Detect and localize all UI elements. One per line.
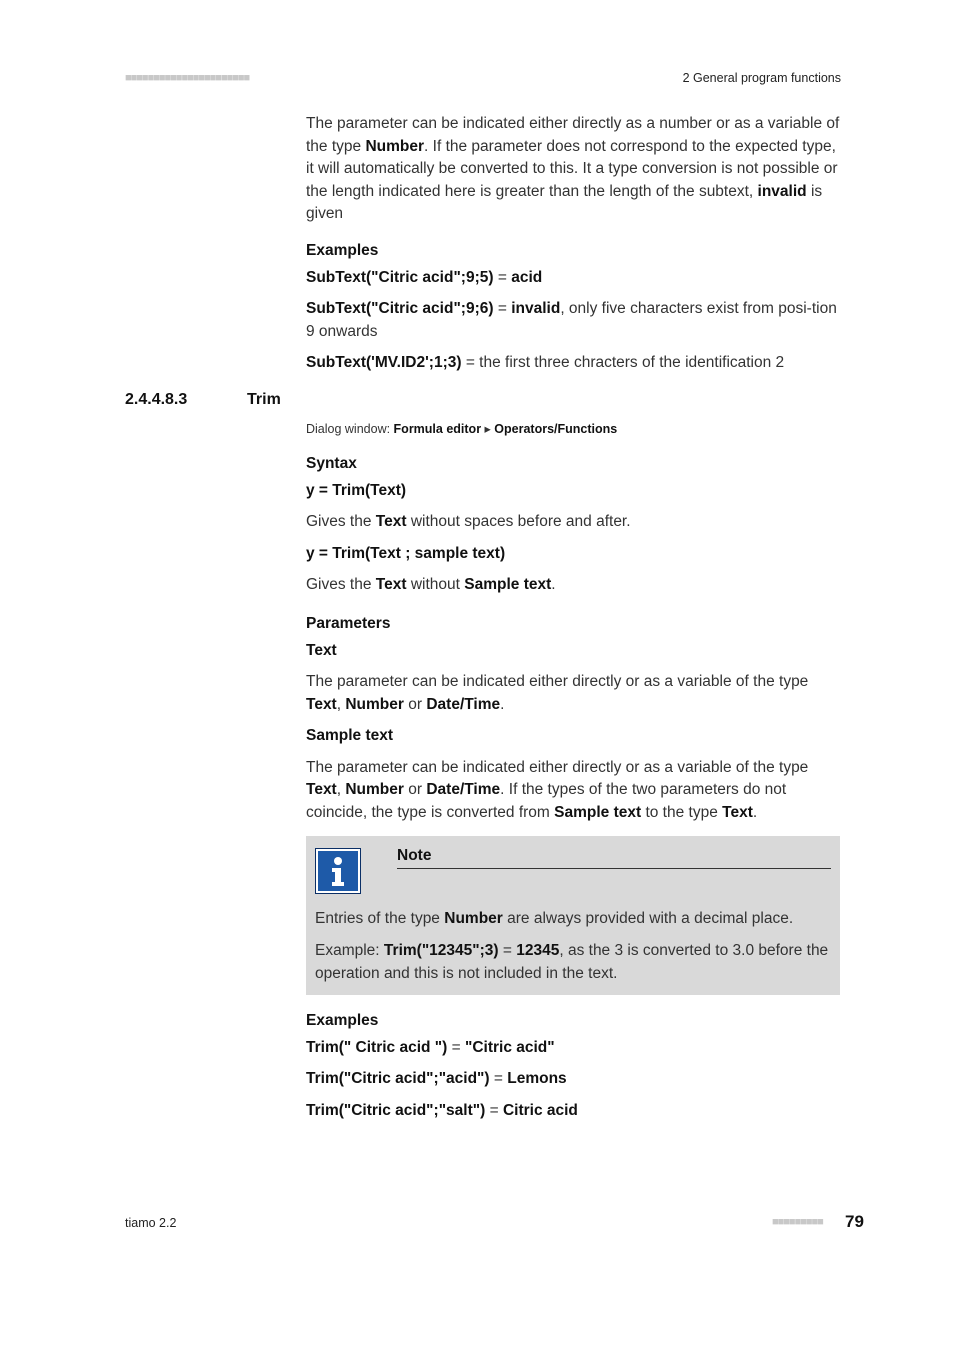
example-line: Trim("Citric acid";"salt") = Citric acid bbox=[306, 1101, 578, 1119]
example-line: SubText('MV.ID2';1;3) = the first three chracters of the identification 2 bbox=[306, 354, 785, 371]
header-squares: ■■■■■■■■■■■■■■■■■■■■■■ bbox=[125, 72, 250, 84]
parameters-block bbox=[306, 613, 840, 824]
info-icon bbox=[315, 848, 361, 894]
examples-heading: Examples bbox=[306, 242, 379, 259]
syntax-form-1: y = Trim(Text) bbox=[306, 481, 407, 499]
syntax-desc-2: Gives the Text without Sample text. bbox=[306, 576, 556, 593]
example-line: Trim("Citric acid";"acid") = Lemons bbox=[306, 1070, 567, 1087]
syntax-desc-1: Gives the Text without spaces before and after. bbox=[306, 513, 631, 530]
param-desc-text: The parameter can be indicated either directly or as a variable of the type Text, Number or Date/Time. bbox=[306, 673, 809, 713]
syntax-block bbox=[306, 453, 840, 597]
header-chapter: 2 General program functions bbox=[682, 71, 841, 85]
page-number: 79 bbox=[845, 1212, 864, 1231]
footer-product: tiamo 2.2 bbox=[125, 1216, 177, 1230]
syntax-form-2: y = Trim(Text ; sample text) bbox=[306, 544, 506, 562]
note-title: Note bbox=[397, 846, 831, 869]
example-line: SubText("Citric acid";9;5) = acid bbox=[306, 268, 543, 286]
note-line-1: Entries of the type Number are always provided with a decimal place. bbox=[315, 910, 794, 927]
example-line: Trim(" Citric acid ") = "Citric acid" bbox=[306, 1038, 555, 1056]
section-title: Trim bbox=[247, 391, 281, 408]
note-box bbox=[306, 836, 840, 995]
examples-heading: Examples bbox=[306, 1012, 379, 1029]
param-name-sample-text: Sample text bbox=[306, 727, 394, 744]
section-number: 2.4.4.8.3 bbox=[125, 391, 188, 408]
intro-paragraph: The parameter can be indicated either directly as a number or as a variable of the type Number. If the parameter does not correspond to the expected type, it will automatically be converted to this. It a type conversion is not possible or the length indicated here is greater than the length of the subtext, invalid is given bbox=[306, 115, 840, 222]
examples-block-2 bbox=[306, 1010, 840, 1122]
examples-block-1 bbox=[306, 240, 840, 375]
dialog-path: Dialog window: Formula editor ▸ Operators/Functions bbox=[306, 422, 618, 436]
note-line-2: Example: Trim("12345";3) = 12345, as the 3 is converted to 3.0 before the operation and this is not included in the text. bbox=[315, 942, 829, 982]
parameters-heading: Parameters bbox=[306, 615, 391, 632]
footer-squares: ■■■■■■■■■ bbox=[772, 1216, 823, 1228]
syntax-heading: Syntax bbox=[306, 455, 357, 472]
param-desc-sample-text: The parameter can be indicated either directly or as a variable of the type Text, Number or Date/Time. If the types of the two parameters do not coincide, the type is converted from Sample text to the type Text. bbox=[306, 758, 809, 821]
param-name-text: Text bbox=[306, 641, 337, 659]
example-line: SubText("Citric acid";9;6) = invalid, only five characters exist from posi-tion 9 onwards bbox=[306, 300, 837, 340]
